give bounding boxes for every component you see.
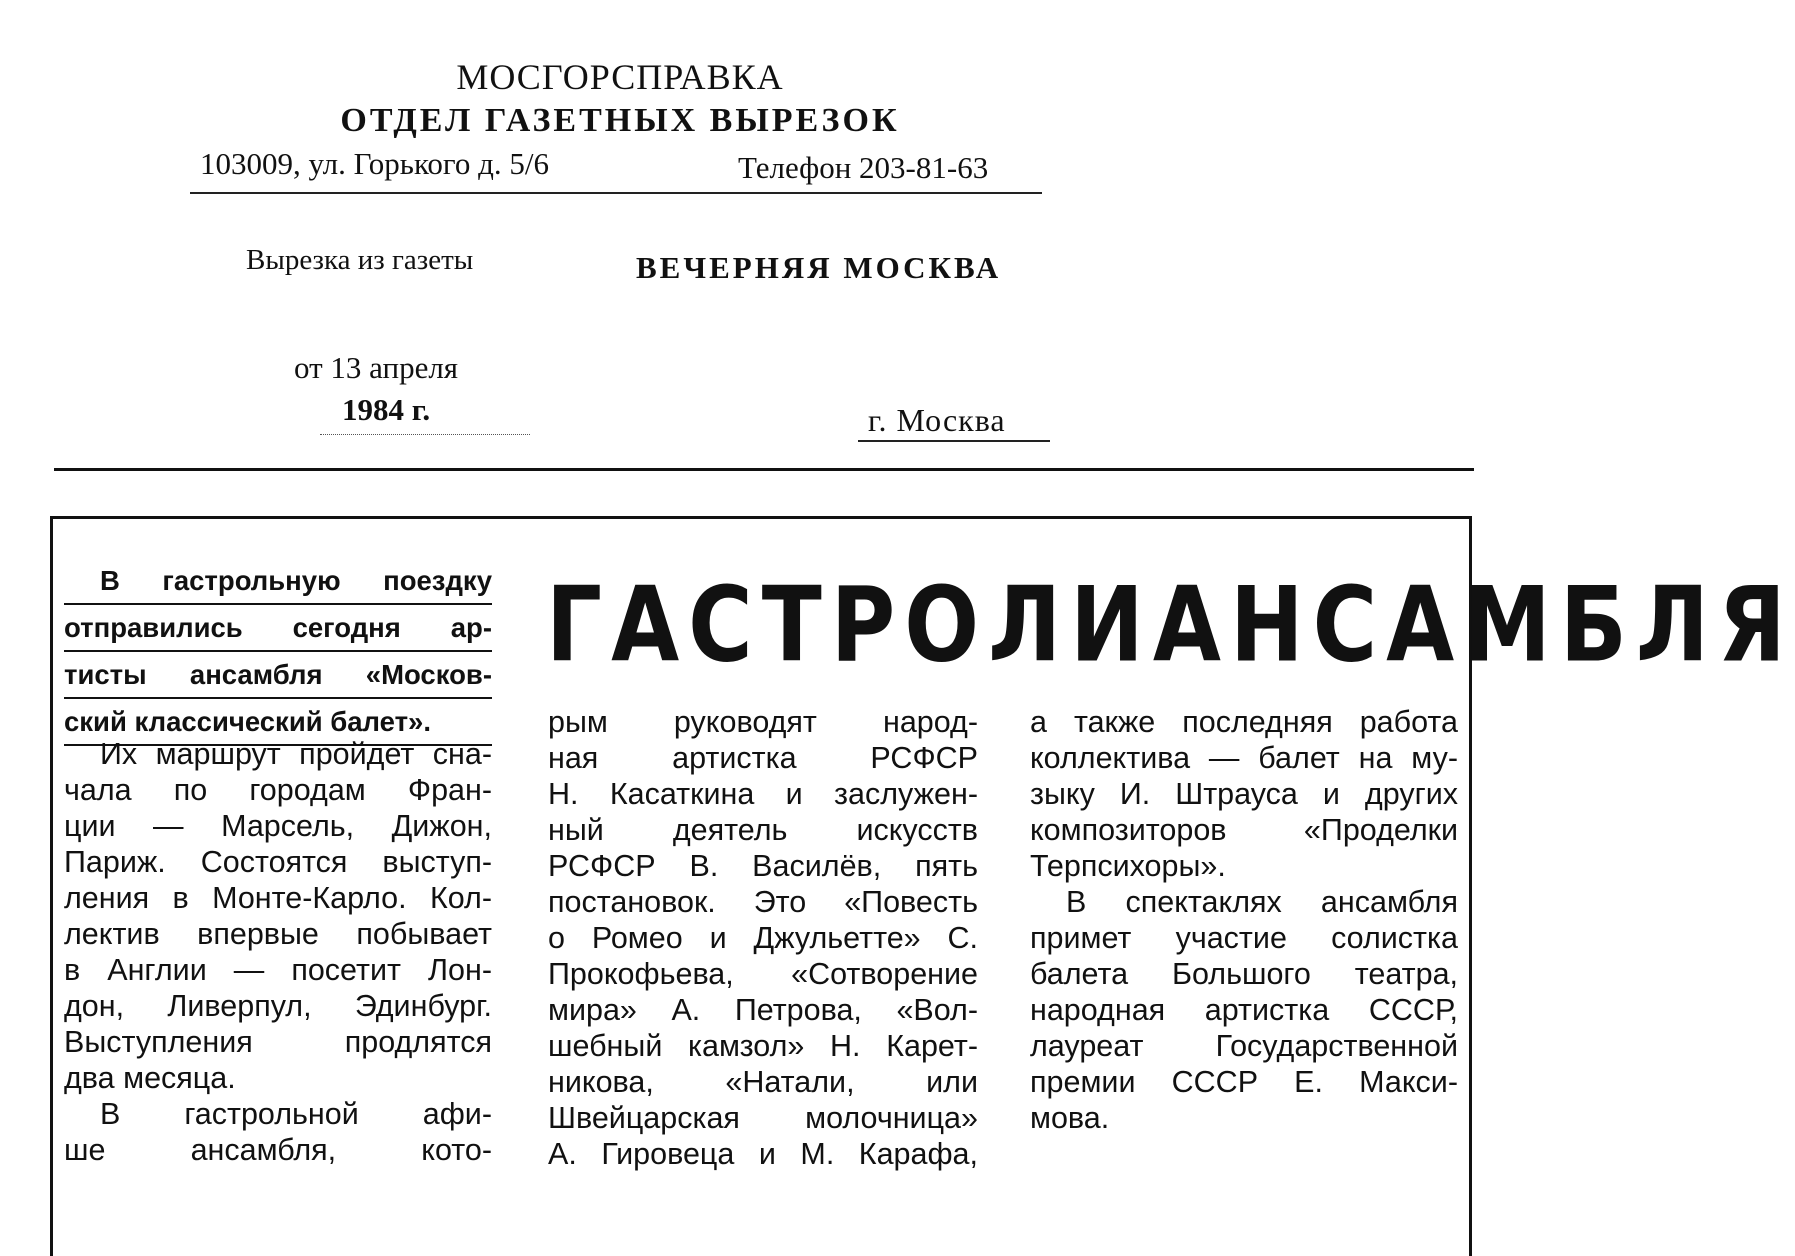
lead-line: В гастрольную поездку <box>64 558 492 605</box>
clipping-label: Вырезка из газеты <box>246 244 474 276</box>
lead-line: тисты ансамбля «Москов- <box>64 652 492 699</box>
text-line: никова, «Натали, или <box>548 1065 978 1099</box>
text-line: лектив впервые побывает <box>64 917 492 951</box>
text-line: Терпсихоры». <box>1030 849 1226 883</box>
article-column-2 <box>548 704 978 1172</box>
text-line: Н. Касаткина и заслужен- <box>548 777 978 811</box>
text-line: Их маршрут пройдет сна- <box>100 737 492 771</box>
text-line: ная артистка РСФСР <box>548 741 978 775</box>
lead-line: ский классический балет». <box>64 699 492 746</box>
headline-word: ГАСТРОЛИ <box>546 563 1153 686</box>
text-line: постановок. Это «Повесть <box>548 885 978 919</box>
text-line: А. Гировеца и М. Карафа, <box>548 1137 978 1171</box>
text-line: ше ансамбля, кото- <box>64 1133 492 1167</box>
header-divider <box>190 192 1042 194</box>
text-line: о Ромео и Джульетте» С. <box>548 921 978 955</box>
article-lead <box>64 558 492 746</box>
text-line: Прокофьева, «Сотворение <box>548 957 978 991</box>
newspaper-name: ВЕЧЕРНЯЯ МОСКВА <box>636 250 1002 285</box>
text-line: композиторов «Проделки <box>1030 813 1458 847</box>
text-line: а также последняя работа <box>1030 705 1458 739</box>
text-line: В гастрольной афи- <box>100 1097 492 1131</box>
text-line: шебный камзол» Н. Карет- <box>548 1029 978 1063</box>
issue-year: 1984 г. <box>342 392 431 427</box>
text-line: народная артистка СССР, <box>1030 993 1458 1027</box>
text-line: Швейцарская молочница» <box>548 1101 978 1135</box>
organization-name: МОСГОРСПРАВКА <box>456 57 784 97</box>
text-line: чала по городам Фран- <box>64 773 492 807</box>
main-divider <box>54 468 1474 471</box>
headline-word: АНСАМБЛЯ <box>1152 563 1795 686</box>
department-name: ОТДЕЛ ГАЗЕТНЫХ ВЫРЕЗОК <box>340 102 900 139</box>
text-line: дон, Ливерпул, Эдинбург. <box>64 989 492 1023</box>
article-column-3 <box>1030 704 1458 1136</box>
text-line: РСФСР В. Василёв, пять <box>548 849 978 883</box>
text-line: мова. <box>1030 1101 1110 1135</box>
text-line: лауреат Государственной <box>1030 1029 1458 1063</box>
text-line: коллектива — балет на му- <box>1030 741 1458 775</box>
text-line: примет участие солистка <box>1030 921 1458 955</box>
lead-line: отправились сегодня ар- <box>64 605 492 652</box>
text-line: зыку И. Штрауса и других <box>1030 777 1458 811</box>
text-line: Париж. Состоятся выступ- <box>64 845 492 879</box>
issue-date: от 13 апреля <box>294 350 459 385</box>
text-line: ный деятель искусств <box>548 813 978 847</box>
article-column-1 <box>64 736 492 1168</box>
text-line: ления в Монте-Карло. Кол- <box>64 881 492 915</box>
address: 103009, ул. Горького д. 5/6 <box>200 146 550 181</box>
text-line: балета Большого театра, <box>1030 957 1458 991</box>
text-line: два месяца. <box>64 1061 236 1095</box>
article-headline <box>546 560 1795 690</box>
year-underline <box>320 434 530 435</box>
text-line: мира» А. Петрова, «Вол- <box>548 993 978 1027</box>
text-line: премии СССР Е. Макси- <box>1030 1065 1458 1099</box>
text-line: в Англии — посетит Лон- <box>64 953 492 987</box>
text-line: В спектаклях ансамбля <box>1066 885 1458 919</box>
phone-number: Телефон 203-81-63 <box>738 150 989 185</box>
city: г. Москва <box>868 402 1006 438</box>
city-underline <box>858 440 1050 442</box>
text-line: рым руководят народ- <box>548 705 978 739</box>
text-line: ции — Марсель, Дижон, <box>64 809 492 843</box>
text-line: Выступления продлятся <box>64 1025 492 1059</box>
